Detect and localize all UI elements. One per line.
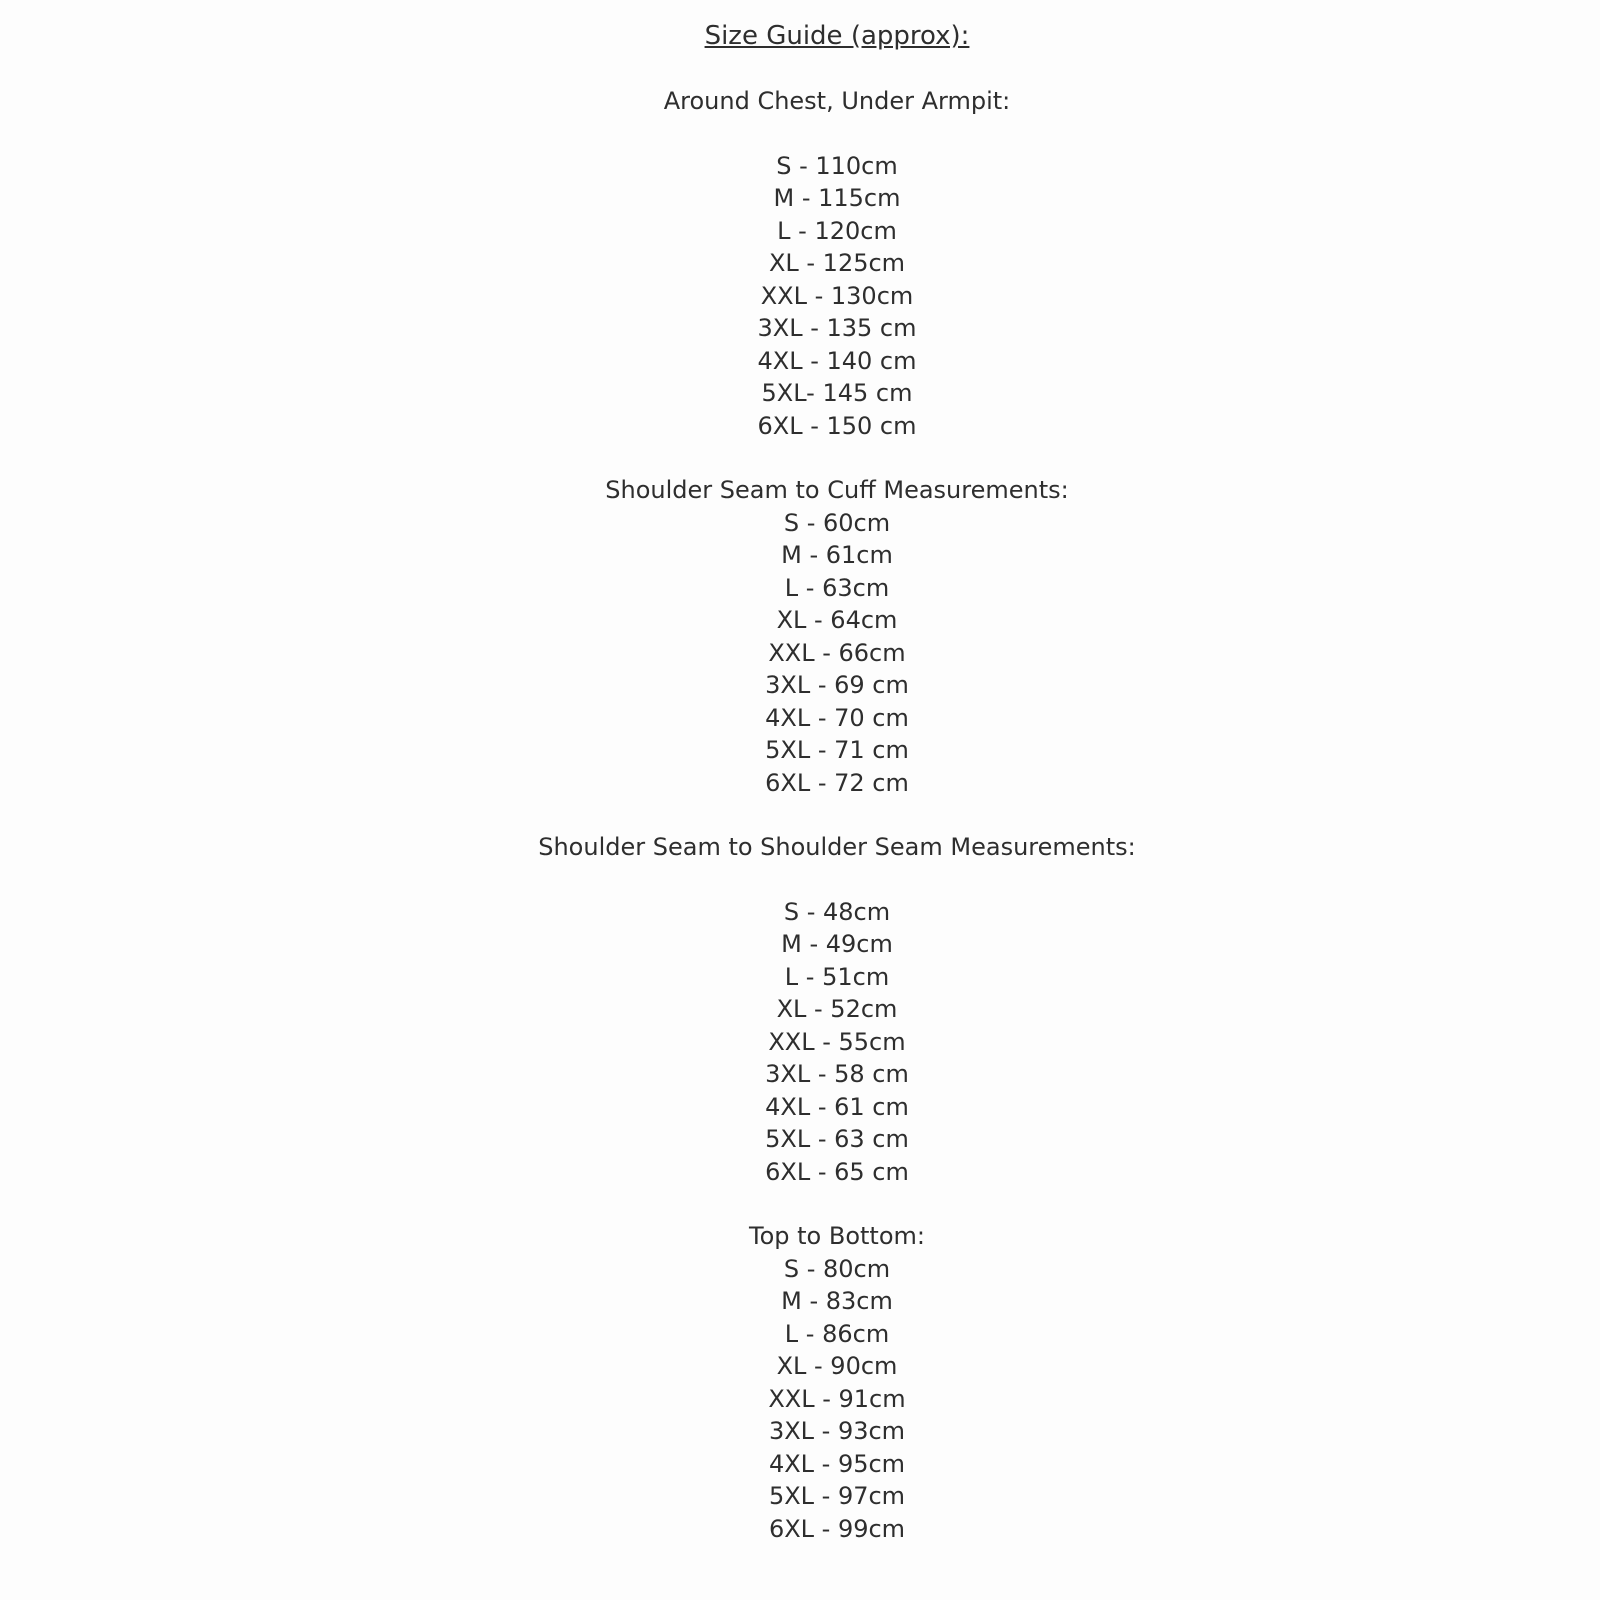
size-item: 5XL - 71 cm xyxy=(765,736,909,764)
size-item: S - 48cm xyxy=(783,897,891,926)
size-item: 6XL - 65 cm xyxy=(765,1157,909,1186)
size-item: 3XL - 135 cm xyxy=(757,314,917,342)
size-item: 6XL - 99cm xyxy=(768,1514,906,1543)
section-heading-length: Top to Bottom: xyxy=(749,1222,925,1250)
size-item: XL - 52cm xyxy=(776,995,898,1023)
size-item: M - 61cm xyxy=(781,541,893,569)
size-item: XL - 90cm xyxy=(776,1352,898,1380)
size-item: 6XL - 72 cm xyxy=(765,768,909,797)
size-item: M - 49cm xyxy=(781,930,893,958)
section-cuff xyxy=(74,474,1600,799)
size-item: XXL - 66cm xyxy=(768,638,906,667)
section-heading-chest: Around Chest, Under Armpit: xyxy=(663,87,1011,115)
page-title: Size Guide (approx): xyxy=(704,21,970,51)
size-item: 5XL - 63 cm xyxy=(765,1125,909,1153)
section-shoulder xyxy=(74,831,1600,1188)
size-item: S - 80cm xyxy=(783,1254,891,1283)
size-item: XL - 125cm xyxy=(768,249,906,277)
size-item: L - 51cm xyxy=(784,962,890,991)
size-item: 5XL- 145 cm xyxy=(761,379,913,407)
section-length xyxy=(74,1220,1600,1545)
size-guide-document xyxy=(74,0,1600,1545)
section-chest xyxy=(74,85,1600,442)
section-heading-cuff: Shoulder Seam to Cuff Measurements: xyxy=(605,476,1069,504)
size-item: XXL - 130cm xyxy=(760,281,914,310)
size-item: XXL - 55cm xyxy=(768,1027,906,1056)
size-item: XL - 64cm xyxy=(776,606,898,634)
size-item: L - 63cm xyxy=(784,573,890,602)
size-item: 3XL - 93cm xyxy=(768,1417,906,1445)
size-list-chest xyxy=(74,150,1600,443)
size-item: L - 120cm xyxy=(777,216,897,245)
size-item: M - 115cm xyxy=(773,184,901,212)
section-heading-shoulder: Shoulder Seam to Shoulder Seam Measurements: xyxy=(538,833,1136,861)
size-list-shoulder xyxy=(74,896,1600,1189)
size-item: 4XL - 70 cm xyxy=(765,703,909,732)
size-item: S - 60cm xyxy=(783,508,891,537)
size-item: 5XL - 97cm xyxy=(768,1482,906,1510)
size-item: S - 110cm xyxy=(776,151,898,180)
size-item: 3XL - 58 cm xyxy=(765,1060,909,1088)
size-item: 3XL - 69 cm xyxy=(765,671,909,699)
size-item: M - 83cm xyxy=(781,1287,893,1315)
size-item: 6XL - 150 cm xyxy=(757,411,917,440)
size-list-cuff xyxy=(74,507,1600,800)
size-item: L - 86cm xyxy=(784,1319,890,1348)
size-item: 4XL - 95cm xyxy=(768,1449,906,1478)
size-item: 4XL - 140 cm xyxy=(757,346,917,375)
size-item: XXL - 91cm xyxy=(768,1384,906,1413)
size-item: 4XL - 61 cm xyxy=(765,1092,909,1121)
size-list-length xyxy=(74,1253,1600,1546)
